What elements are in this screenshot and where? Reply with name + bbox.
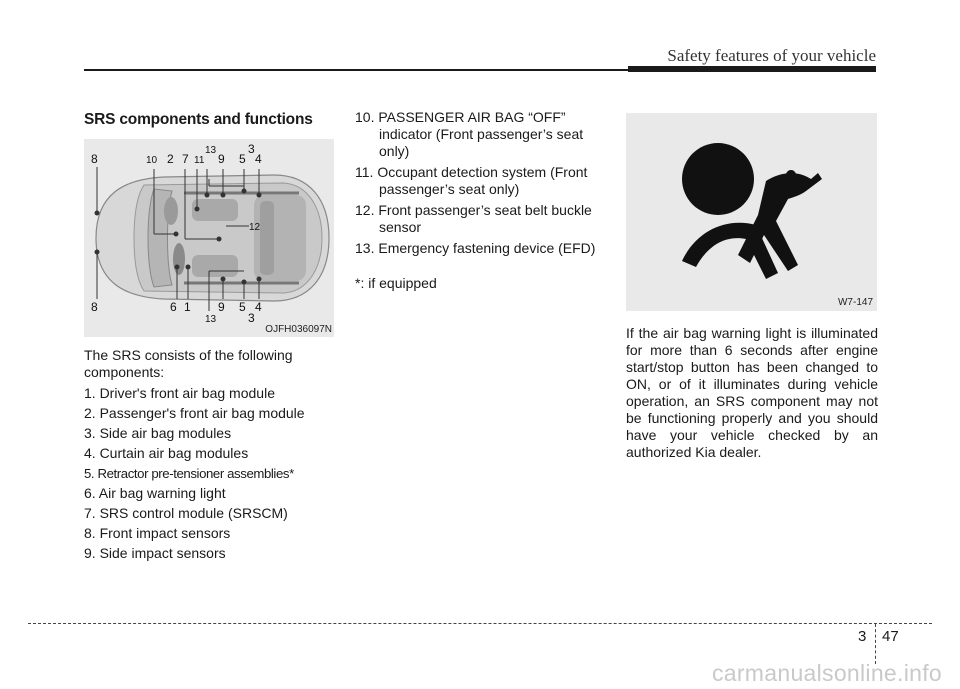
footnote: *: if equipped (355, 275, 437, 291)
header-title: Safety features of your vehicle (667, 46, 876, 65)
component-list (84, 385, 336, 562)
callout-7: 7 (182, 152, 189, 166)
callout-13: 13 (205, 145, 217, 156)
callout-5-lower: 5 (239, 300, 246, 314)
callout-13-lower: 13 (205, 314, 217, 325)
page-number-separator (875, 624, 876, 664)
airbag-warning-icon (626, 113, 877, 311)
list-item: 10. PASSENGER AIR BAG “OFF” indicator (Front passenger’s seat only) (355, 109, 584, 159)
list-item: 12. Front passenger’s seat belt buckle sensor (355, 202, 592, 235)
column-left (84, 111, 336, 565)
callout-12: 12 (249, 222, 261, 233)
callout-8: 8 (91, 152, 98, 166)
list-item: 7. SRS control module (SRSCM) (84, 505, 288, 521)
callout-4: 4 (255, 152, 262, 166)
list-item: 1. Driver's front air bag module (84, 385, 275, 401)
srs-components-figure (84, 139, 334, 337)
callout-3: 3 (248, 142, 255, 156)
list-item: 5. Retractor pre-tensioner assemblies* (84, 466, 294, 481)
callout-5: 5 (239, 152, 246, 166)
airbag-warning-figure (626, 113, 877, 311)
callout-6: 6 (170, 300, 177, 314)
list-item: 6. Air bag warning light (84, 485, 226, 501)
header-rule (84, 69, 876, 71)
list-item: 3. Side air bag modules (84, 425, 232, 441)
callout-3-lower: 3 (248, 311, 255, 325)
car-topview-illustration (84, 139, 334, 337)
page-section-number: 3 (858, 628, 867, 645)
list-item: 2. Passenger's front air bag module (84, 405, 305, 421)
watermark: carmanualsonline.info (711, 660, 942, 686)
callout-2: 2 (167, 152, 174, 166)
callout-1: 1 (184, 300, 191, 314)
callout-4-lower: 4 (255, 300, 262, 314)
list-item: 8. Front impact sensors (84, 525, 231, 541)
list-item: 9. Side impact sensors (84, 545, 226, 561)
list-item: 13. Emergency fastening device (EFD) (355, 240, 596, 256)
section-title: SRS components and functions (84, 111, 313, 128)
list-item: 4. Curtain air bag modules (84, 445, 249, 461)
list-item: 11. Occupant detection system (Front passenger’s seat only) (355, 164, 588, 197)
page-number: 47 (882, 628, 899, 645)
callout-11: 11 (194, 155, 205, 166)
figure-code: W7-147 (837, 297, 873, 308)
figure-code: OJFH036097N (265, 324, 332, 335)
warning-paragraph: If the air bag warning light is illuminated for more than 6 seconds after engine start/stop button has been changed to ON, or of it illuminates during vehicle operation, an SRS component may not be functioning properly and you should have your vehicle checked by an authorized Kia dealer. (626, 325, 878, 460)
callout-10: 10 (146, 155, 158, 166)
column-middle (355, 109, 610, 292)
column-right (626, 113, 878, 461)
callout-9: 9 (218, 152, 225, 166)
callout-8-lower: 8 (91, 300, 98, 314)
footer-dashed-rule (28, 623, 932, 624)
intro-text: The SRS consists of the following components: (84, 347, 293, 380)
callout-9-lower: 9 (218, 300, 225, 314)
